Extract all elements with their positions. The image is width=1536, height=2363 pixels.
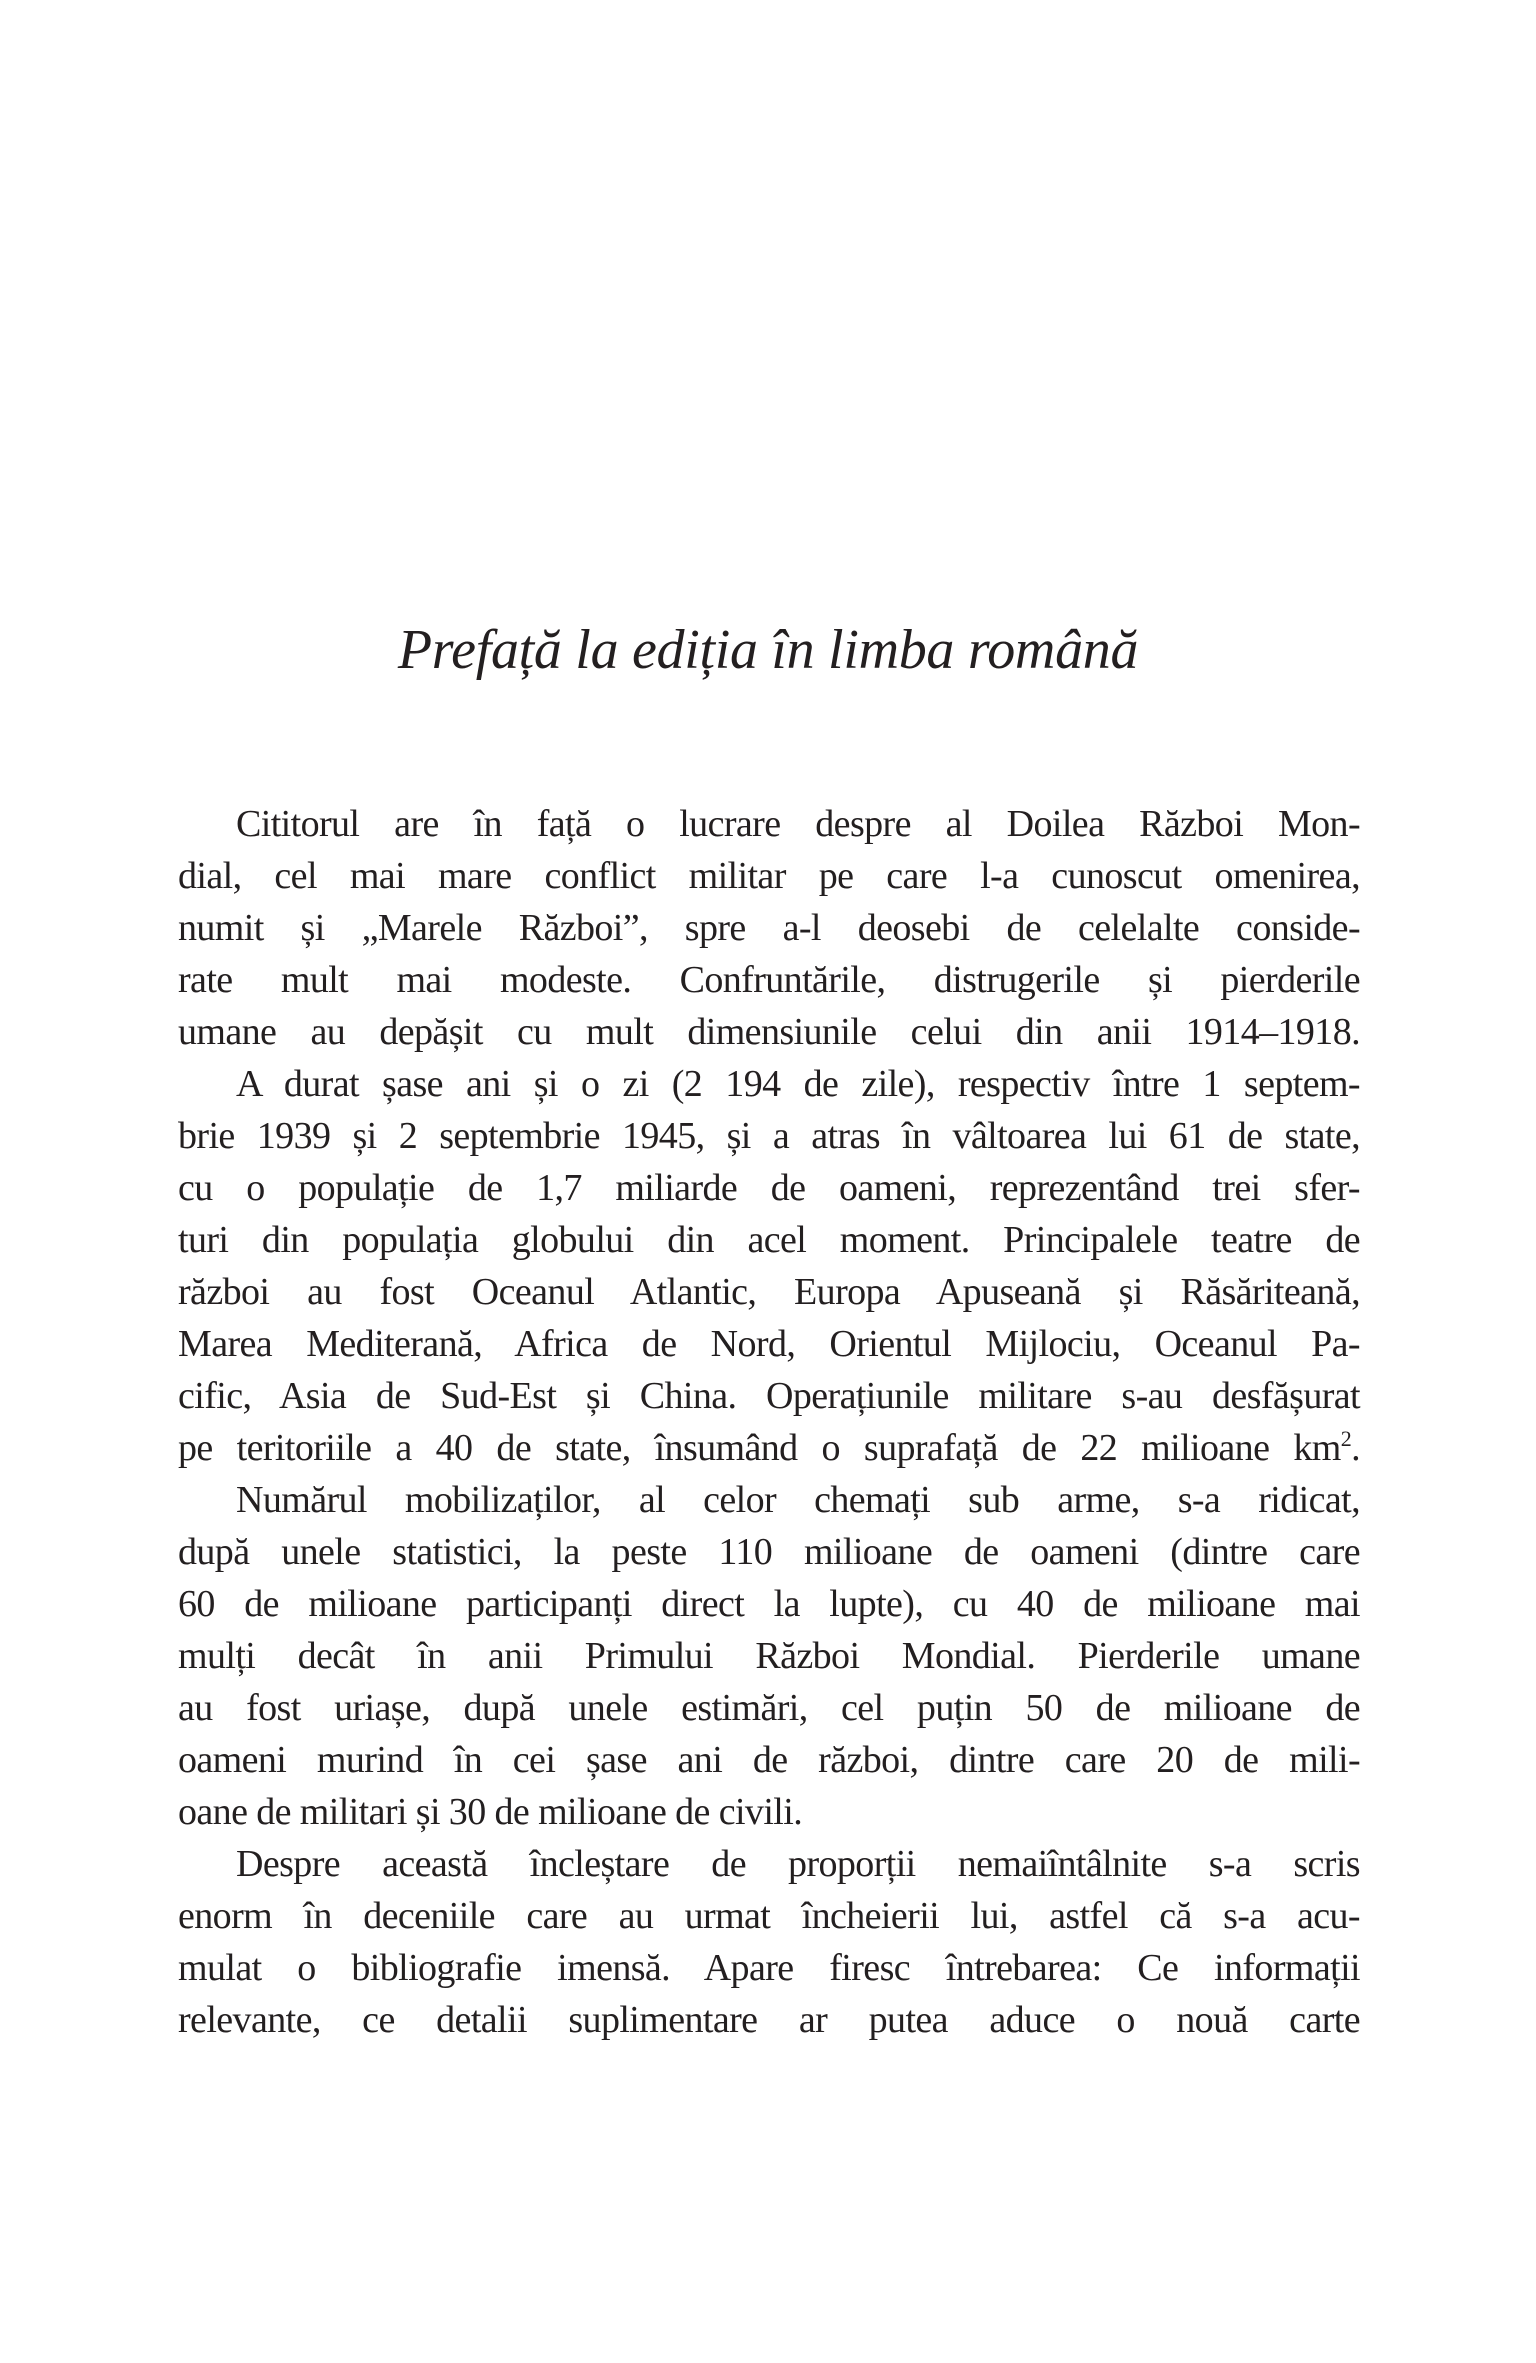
- text-line: război au fost Oceanul Atlantic, Europa Apuseană și Răsăriteană,: [178, 1271, 1360, 1313]
- body-text: [178, 798, 1360, 2046]
- text-line: oameni murind în cei șase ani de război, dintre care 20 de mili-: [178, 1739, 1360, 1781]
- page-title: Prefață la ediția în limba română: [397, 619, 1139, 681]
- text-line: umane au depășit cu mult dimensiunile celui din anii 1914–1918.: [178, 1011, 1360, 1053]
- text-line: au fost uriașe, după unele estimări, cel puțin 50 de milioane de: [178, 1687, 1360, 1729]
- text-line-with-superscript: [178, 1422, 1360, 1474]
- text-line: Cititorul are în față o lucrare despre al Doilea Război Mon-: [236, 803, 1360, 845]
- text-line: rate mult mai modeste. Confruntările, distrugerile și pierderile: [178, 959, 1360, 1001]
- text-line: cu o populație de 1,7 miliarde de oameni, reprezentând trei sfer-: [178, 1167, 1360, 1209]
- text-line: Marea Mediterană, Africa de Nord, Orientul Mijlociu, Oceanul Pa-: [178, 1323, 1360, 1365]
- text-line: brie 1939 și 2 septembrie 1945, și a atras în vâltoarea lui 61 de state,: [178, 1115, 1360, 1157]
- text-line: cific, Asia de Sud-Est și China. Operațiunile militare s-au desfășurat: [178, 1375, 1360, 1417]
- text-line: numit și „Marele Război”, spre a-l deosebi de celelalte conside-: [178, 907, 1360, 949]
- text-line: A durat șase ani și o zi (2 194 de zile), respectiv între 1 septem-: [236, 1063, 1360, 1105]
- text-line: enorm în deceniile care au urmat încheierii lui, astfel că s-a acu-: [178, 1895, 1360, 1937]
- text-line: oane de militari și 30 de milioane de civili.: [178, 1791, 803, 1833]
- text-line: turi din populația globului din acel moment. Principalele teatre de: [178, 1219, 1360, 1261]
- text-line: mulat o bibliografie imensă. Apare firesc întrebarea: Ce informații: [178, 1947, 1360, 1989]
- text-segment: .: [1351, 1427, 1360, 1469]
- paragraph-4: [178, 1838, 1360, 2046]
- text-line: după unele statistici, la peste 110 milioane de oameni (dintre care: [178, 1531, 1360, 1573]
- text-line: relevante, ce detalii suplimentare ar putea aduce o nouă carte: [178, 1999, 1360, 2041]
- paragraph-2: [178, 1058, 1360, 1474]
- paragraph-3: [178, 1474, 1360, 1838]
- text-line: Numărul mobilizaților, al celor chemați sub arme, s-a ridicat,: [236, 1479, 1360, 1521]
- paragraph-1: [178, 798, 1360, 1058]
- text-line: mulți decât în anii Primului Război Mondial. Pierderile umane: [178, 1635, 1360, 1677]
- superscript: 2: [1340, 1426, 1352, 1451]
- text-segment: pe teritoriile a 40 de state, însumând o suprafață de 22 milioane km: [178, 1427, 1341, 1469]
- text-line: Despre această încleștare de proporții nemaiîntâlnite s-a scris: [236, 1843, 1360, 1885]
- text-line: dial, cel mai mare conflict militar pe care l-a cunoscut omenirea,: [178, 855, 1360, 897]
- text-line: 60 de milioane participanți direct la lupte), cu 40 de milioane mai: [178, 1583, 1360, 1625]
